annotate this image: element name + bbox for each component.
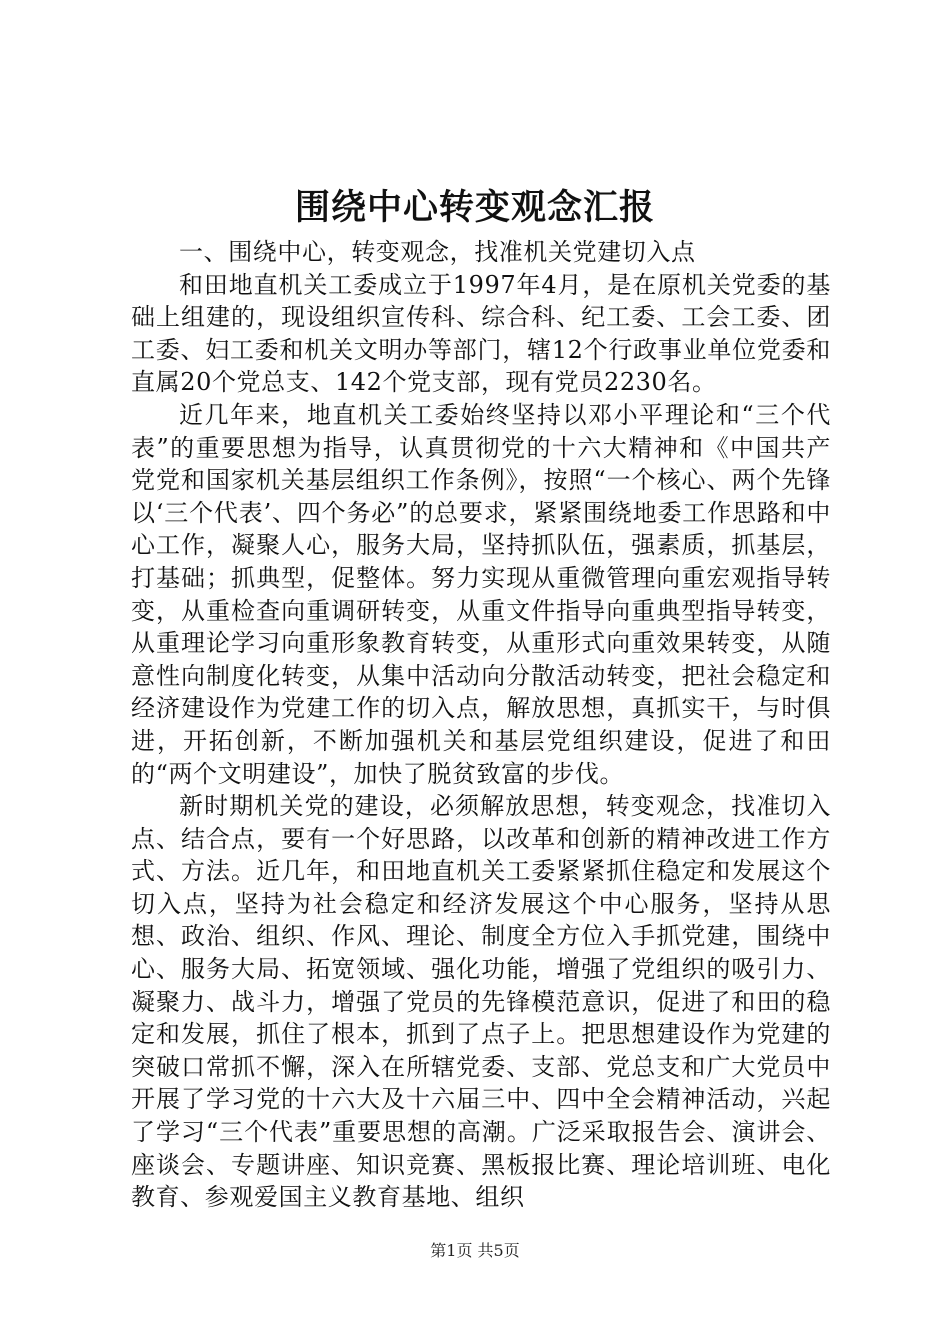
- paragraph-recent-years: 近几年来，地直机关工委始终坚持以邓小平理论和“三个代表”的重要思想为指导，认真贯彻党的十六大精神和《中国共产党党和国家机关基层组织工作条例》，按照“一个核心、两个先锋以‘三个代表’、四个务必”的总要求，紧紧围绕地委工作思路和中心工作，凝聚人心，服务大局，坚持抓队伍，强素质，抓基层，打基础；抓典型，促整体。努力实现从重微管理向重宏观指导转变，从重检查向重调研转变，从重文件指导向重典型指导转变，从重理论学习向重形象教育转变，从重形式向重效果转变，从随意性向制度化转变，从集中活动向分散活动转变，把社会稳定和经济建设作为党建工作的切入点，解放思想，真抓实干，与时俱进，开拓创新，不断加强机关和基层党组织建设，促进了和田的“两个文明建设”，加快了脱贫致富的步伐。: [131, 400, 831, 788]
- document-title: 围绕中心转变观念汇报: [294, 187, 655, 228]
- section-heading: 一、围绕中心，转变观念，找准机关党建切入点: [179, 238, 696, 266]
- paragraph-new-period: 新时期机关党的建设，必须解放思想，转变观念，找准切入点、结合点，要有一个好思路，以改革和创新的精神改进工作方式、方法。近几年，和田地直机关工委紧紧抓住稳定和发展这个切入点，坚持为社会稳定和经济发展这个中心服务，坚持从思想、政治、组织、作风、理论、制度全方位入手抓党建，围绕中心、服务大局、拓宽领域、强化功能，增强了党组织的吸引力、凝聚力、战斗力，增强了党员的先锋模范意识，促进了和田的稳定和发展，抓住了根本，抓到了点子上。把思想建设作为党建的突破口常抓不懈，深入在所辖党委、支部、党总支和广大党员中开展了学习党的十六大及十六届三中、四中全会精神活动，兴起了学习“三个代表”重要思想的高潮。广泛采取报告会、演讲会、座谈会、专题讲座、知识竞赛、黑板报比赛、理论培训班、电化教育、参观爱国主义教育基地、组织: [131, 792, 831, 1212]
- paragraph-intro: 和田地直机关工委成立于1997年4月，是在原机关党委的基础上组建的，现设组织宣传科、综合科、纪工委、工会工委、团工委、妇工委和机关文明办等部门，辖12个行政事业单位党委和直属20个党总支、142个党支部，现有党员2230名。: [131, 270, 831, 397]
- page-number-footer: 第1页 共5页: [430, 1241, 520, 1260]
- document-body: [131, 236, 831, 1214]
